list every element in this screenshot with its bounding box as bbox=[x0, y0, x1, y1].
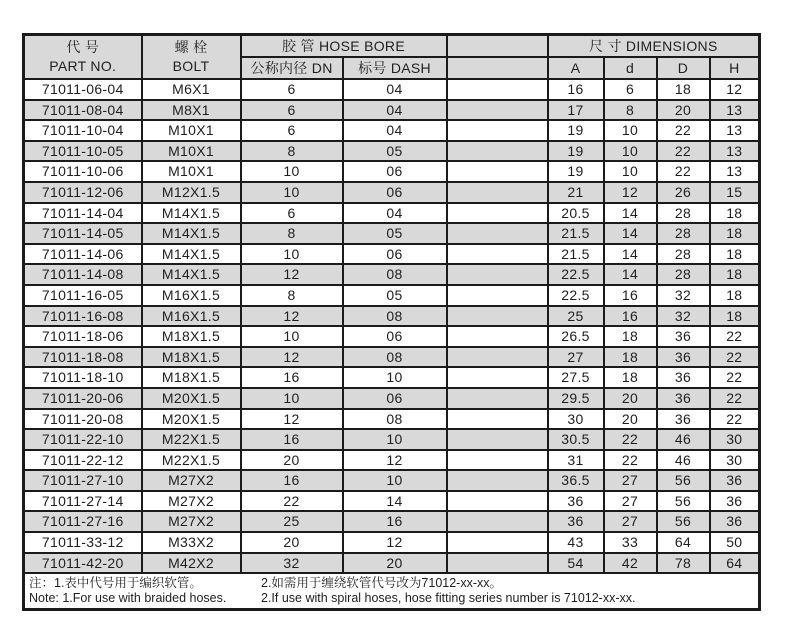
cell-dim-d-small: 18 bbox=[604, 326, 657, 347]
cell-dash: 05 bbox=[343, 285, 447, 306]
table-row bbox=[24, 120, 760, 141]
cell-part-no: 71011-10-06 bbox=[24, 161, 142, 182]
cell-dim-d-cap: 28 bbox=[657, 264, 710, 285]
cell-dn: 8 bbox=[241, 223, 343, 244]
cell-part-no: 71011-22-12 bbox=[24, 450, 142, 471]
cell-part-no: 71011-14-05 bbox=[24, 223, 142, 244]
header-bolt-cn: 螺 栓 bbox=[174, 39, 208, 55]
cell-dash: 12 bbox=[343, 450, 447, 471]
header-dim-d-cap: D bbox=[657, 57, 710, 79]
cell-dim-d-small: 27 bbox=[604, 491, 657, 512]
header-dim-d-small: d bbox=[604, 57, 657, 79]
cell-dim-d-small: 18 bbox=[604, 347, 657, 368]
cell-dim-d-cap: 46 bbox=[657, 429, 710, 450]
note-1-en: Note: 1.For use with braided hoses. bbox=[29, 591, 227, 605]
cell-dim-d-small: 27 bbox=[604, 511, 657, 532]
cell-dim-a: 21.5 bbox=[548, 223, 604, 244]
cell-dn: 6 bbox=[241, 79, 343, 100]
cell-dim-a: 20.5 bbox=[548, 203, 604, 224]
table-row bbox=[24, 470, 760, 491]
cell-dash: 06 bbox=[343, 388, 447, 409]
cell-dim-d-small: 18 bbox=[604, 367, 657, 388]
cell-part-no: 71011-27-10 bbox=[24, 470, 142, 491]
table-row bbox=[24, 264, 760, 285]
cell-part-no: 71011-14-06 bbox=[24, 244, 142, 265]
cell-image bbox=[447, 203, 548, 224]
cell-dn: 8 bbox=[241, 141, 343, 162]
table-row bbox=[24, 285, 760, 306]
cell-dim-d-small: 10 bbox=[604, 141, 657, 162]
cell-dim-d-small: 14 bbox=[604, 223, 657, 244]
cell-dim-d-cap: 78 bbox=[657, 553, 710, 574]
note-2-cn: 2.如需用于缠绕软管代号改为71012-xx-xx。 bbox=[261, 576, 503, 590]
cell-bolt: M18X1.5 bbox=[142, 326, 241, 347]
table-row bbox=[24, 182, 760, 203]
cell-dim-h: 18 bbox=[710, 264, 760, 285]
cell-dim-d-small: 14 bbox=[604, 264, 657, 285]
cell-image bbox=[447, 409, 548, 430]
cell-dim-d-small: 8 bbox=[604, 100, 657, 121]
cell-dn: 6 bbox=[241, 120, 343, 141]
cell-dash: 10 bbox=[343, 367, 447, 388]
cell-dash: 06 bbox=[343, 244, 447, 265]
cell-dim-a: 26.5 bbox=[548, 326, 604, 347]
table-row bbox=[24, 429, 760, 450]
cell-bolt: M10X1 bbox=[142, 120, 241, 141]
cell-part-no: 71011-12-06 bbox=[24, 182, 142, 203]
cell-dim-d-small: 33 bbox=[604, 532, 657, 553]
cell-dim-a: 30.5 bbox=[548, 429, 604, 450]
cell-dim-h: 18 bbox=[710, 223, 760, 244]
cell-dim-d-cap: 56 bbox=[657, 491, 710, 512]
table-row bbox=[24, 223, 760, 244]
cell-part-no: 71011-33-12 bbox=[24, 532, 142, 553]
header-dn: 公称内径 DN bbox=[241, 57, 343, 79]
table-row bbox=[24, 367, 760, 388]
cell-dn: 10 bbox=[241, 244, 343, 265]
cell-image bbox=[447, 470, 548, 491]
table-row bbox=[24, 409, 760, 430]
header-dim-a: A bbox=[548, 57, 604, 79]
cell-dim-d-cap: 22 bbox=[657, 161, 710, 182]
cell-image bbox=[447, 182, 548, 203]
cell-image bbox=[447, 326, 548, 347]
cell-dim-h: 22 bbox=[710, 388, 760, 409]
table-footer bbox=[24, 573, 760, 609]
cell-dim-a: 27 bbox=[548, 347, 604, 368]
note-2 bbox=[261, 576, 635, 606]
cell-image bbox=[447, 79, 548, 100]
cell-image bbox=[447, 367, 548, 388]
cell-bolt: M14X1.5 bbox=[142, 203, 241, 224]
cell-dim-h: 13 bbox=[710, 161, 760, 182]
cell-image bbox=[447, 100, 548, 121]
cell-image bbox=[447, 223, 548, 244]
table-row bbox=[24, 79, 760, 100]
cell-dim-a: 36.5 bbox=[548, 470, 604, 491]
cell-dn: 6 bbox=[241, 100, 343, 121]
cell-dim-h: 18 bbox=[710, 244, 760, 265]
cell-dim-d-small: 22 bbox=[604, 450, 657, 471]
cell-part-no: 71011-18-06 bbox=[24, 326, 142, 347]
cell-dn: 20 bbox=[241, 450, 343, 471]
cell-dn: 12 bbox=[241, 409, 343, 430]
cell-part-no: 71011-27-14 bbox=[24, 491, 142, 512]
cell-dn: 8 bbox=[241, 285, 343, 306]
cell-dim-d-small: 14 bbox=[604, 203, 657, 224]
cell-dim-a: 36 bbox=[548, 491, 604, 512]
table-header bbox=[24, 35, 760, 80]
cell-bolt: M18X1.5 bbox=[142, 347, 241, 368]
header-part-no-cn: 代 号 bbox=[66, 39, 100, 55]
cell-dn: 16 bbox=[241, 470, 343, 491]
cell-image bbox=[447, 244, 548, 265]
cell-dim-h: 22 bbox=[710, 367, 760, 388]
cell-bolt: M20X1.5 bbox=[142, 388, 241, 409]
cell-dim-a: 43 bbox=[548, 532, 604, 553]
cell-dim-h: 30 bbox=[710, 429, 760, 450]
table-row bbox=[24, 244, 760, 265]
hose-fitting-spec-table bbox=[22, 33, 761, 611]
table-row bbox=[24, 161, 760, 182]
cell-dim-h: 13 bbox=[710, 120, 760, 141]
cell-dash: 08 bbox=[343, 347, 447, 368]
cell-dim-h: 50 bbox=[710, 532, 760, 553]
cell-bolt: M8X1 bbox=[142, 100, 241, 121]
notes bbox=[25, 576, 758, 606]
cell-dim-h: 64 bbox=[710, 553, 760, 574]
table-body bbox=[24, 79, 760, 573]
cell-dim-h: 36 bbox=[710, 511, 760, 532]
table-row bbox=[24, 347, 760, 368]
cell-dim-a: 19 bbox=[548, 120, 604, 141]
cell-dash: 04 bbox=[343, 100, 447, 121]
header-dimensions: 尺 寸 DIMENSIONS bbox=[548, 35, 760, 58]
cell-dn: 10 bbox=[241, 326, 343, 347]
table-row bbox=[24, 100, 760, 121]
table-row bbox=[24, 532, 760, 553]
cell-dn: 16 bbox=[241, 367, 343, 388]
table-row bbox=[24, 203, 760, 224]
cell-part-no: 71011-18-08 bbox=[24, 347, 142, 368]
cell-dim-d-small: 20 bbox=[604, 388, 657, 409]
cell-dim-h: 22 bbox=[710, 409, 760, 430]
cell-dash: 04 bbox=[343, 203, 447, 224]
cell-bolt: M20X1.5 bbox=[142, 409, 241, 430]
cell-dn: 32 bbox=[241, 553, 343, 574]
cell-dn: 12 bbox=[241, 306, 343, 327]
cell-dim-a: 19 bbox=[548, 141, 604, 162]
cell-part-no: 71011-42-20 bbox=[24, 553, 142, 574]
cell-dim-h: 18 bbox=[710, 285, 760, 306]
cell-part-no: 71011-18-10 bbox=[24, 367, 142, 388]
cell-bolt: M22X1.5 bbox=[142, 450, 241, 471]
cell-dn: 10 bbox=[241, 182, 343, 203]
cell-dim-a: 54 bbox=[548, 553, 604, 574]
cell-dim-h: 36 bbox=[710, 491, 760, 512]
cell-dim-d-cap: 28 bbox=[657, 223, 710, 244]
header-row-1 bbox=[24, 35, 760, 58]
cell-dim-d-cap: 36 bbox=[657, 326, 710, 347]
cell-dim-h: 30 bbox=[710, 450, 760, 471]
cell-dim-a: 21 bbox=[548, 182, 604, 203]
note-2-en: 2.If use with spiral hoses, hose fitting series number is 71012-xx-xx. bbox=[261, 591, 636, 605]
header-bolt bbox=[142, 35, 241, 80]
header-hose-bore: 胶 管 HOSE BORE bbox=[241, 35, 447, 58]
table-row bbox=[24, 450, 760, 471]
cell-dim-d-small: 20 bbox=[604, 409, 657, 430]
cell-dn: 10 bbox=[241, 161, 343, 182]
cell-dim-h: 12 bbox=[710, 79, 760, 100]
cell-part-no: 71011-27-16 bbox=[24, 511, 142, 532]
cell-bolt: M16X1.5 bbox=[142, 306, 241, 327]
cell-bolt: M27X2 bbox=[142, 491, 241, 512]
header-image-column bbox=[447, 35, 548, 58]
cell-dim-d-cap: 26 bbox=[657, 182, 710, 203]
cell-bolt: M42X2 bbox=[142, 553, 241, 574]
cell-dn: 12 bbox=[241, 264, 343, 285]
cell-dim-h: 22 bbox=[710, 326, 760, 347]
cell-dn: 6 bbox=[241, 203, 343, 224]
cell-dim-d-small: 16 bbox=[604, 306, 657, 327]
cell-dash: 10 bbox=[343, 470, 447, 491]
cell-dim-d-cap: 32 bbox=[657, 285, 710, 306]
cell-dim-h: 22 bbox=[710, 347, 760, 368]
cell-dash: 08 bbox=[343, 306, 447, 327]
table-row bbox=[24, 306, 760, 327]
cell-dash: 04 bbox=[343, 120, 447, 141]
cell-part-no: 71011-16-05 bbox=[24, 285, 142, 306]
cell-bolt: M22X1.5 bbox=[142, 429, 241, 450]
cell-bolt: M27X2 bbox=[142, 511, 241, 532]
cell-dash: 14 bbox=[343, 491, 447, 512]
cell-dim-a: 27.5 bbox=[548, 367, 604, 388]
cell-part-no: 71011-10-05 bbox=[24, 141, 142, 162]
cell-bolt: M18X1.5 bbox=[142, 367, 241, 388]
cell-dash: 16 bbox=[343, 511, 447, 532]
cell-dn: 20 bbox=[241, 532, 343, 553]
cell-dim-a: 25 bbox=[548, 306, 604, 327]
cell-dim-d-cap: 36 bbox=[657, 388, 710, 409]
cell-part-no: 71011-20-08 bbox=[24, 409, 142, 430]
cell-dim-h: 36 bbox=[710, 470, 760, 491]
cell-part-no: 71011-20-06 bbox=[24, 388, 142, 409]
cell-image bbox=[447, 141, 548, 162]
cell-bolt: M6X1 bbox=[142, 79, 241, 100]
table-row bbox=[24, 388, 760, 409]
cell-dim-d-cap: 56 bbox=[657, 470, 710, 491]
table-row bbox=[24, 491, 760, 512]
cell-part-no: 71011-08-04 bbox=[24, 100, 142, 121]
cell-part-no: 71011-14-04 bbox=[24, 203, 142, 224]
table-row bbox=[24, 141, 760, 162]
cell-dim-d-small: 42 bbox=[604, 553, 657, 574]
cell-image bbox=[447, 120, 548, 141]
cell-dn: 12 bbox=[241, 347, 343, 368]
cell-dim-h: 18 bbox=[710, 306, 760, 327]
cell-dim-d-cap: 28 bbox=[657, 203, 710, 224]
cell-dim-d-cap: 22 bbox=[657, 120, 710, 141]
cell-dim-d-small: 22 bbox=[604, 429, 657, 450]
cell-dim-a: 22.5 bbox=[548, 264, 604, 285]
cell-dash: 12 bbox=[343, 532, 447, 553]
cell-dn: 25 bbox=[241, 511, 343, 532]
cell-image bbox=[447, 553, 548, 574]
cell-dim-a: 22.5 bbox=[548, 285, 604, 306]
cell-dim-h: 13 bbox=[710, 141, 760, 162]
cell-dim-d-cap: 18 bbox=[657, 79, 710, 100]
cell-image bbox=[447, 161, 548, 182]
cell-bolt: M14X1.5 bbox=[142, 264, 241, 285]
cell-dim-h: 18 bbox=[710, 203, 760, 224]
cell-dash: 06 bbox=[343, 161, 447, 182]
header-image-column-sub bbox=[447, 57, 548, 79]
cell-image bbox=[447, 264, 548, 285]
table-row bbox=[24, 553, 760, 574]
header-bolt-en: BOLT bbox=[172, 58, 210, 74]
cell-bolt: M14X1.5 bbox=[142, 244, 241, 265]
cell-dim-h: 13 bbox=[710, 100, 760, 121]
cell-dim-d-small: 6 bbox=[604, 79, 657, 100]
cell-dim-d-cap: 22 bbox=[657, 141, 710, 162]
cell-image bbox=[447, 285, 548, 306]
cell-dim-a: 19 bbox=[548, 161, 604, 182]
cell-part-no: 71011-10-04 bbox=[24, 120, 142, 141]
cell-part-no: 71011-16-08 bbox=[24, 306, 142, 327]
cell-dim-d-cap: 32 bbox=[657, 306, 710, 327]
cell-bolt: M14X1.5 bbox=[142, 223, 241, 244]
cell-image bbox=[447, 491, 548, 512]
cell-dn: 22 bbox=[241, 491, 343, 512]
cell-dash: 08 bbox=[343, 409, 447, 430]
cell-dash: 08 bbox=[343, 264, 447, 285]
cell-dim-d-cap: 56 bbox=[657, 511, 710, 532]
cell-part-no: 71011-22-10 bbox=[24, 429, 142, 450]
cell-bolt: M33X2 bbox=[142, 532, 241, 553]
cell-dim-a: 30 bbox=[548, 409, 604, 430]
cell-dim-d-cap: 20 bbox=[657, 100, 710, 121]
cell-dash: 04 bbox=[343, 79, 447, 100]
cell-dim-a: 16 bbox=[548, 79, 604, 100]
cell-dash: 10 bbox=[343, 429, 447, 450]
notes-cell bbox=[24, 573, 760, 609]
cell-bolt: M12X1.5 bbox=[142, 182, 241, 203]
cell-dim-a: 36 bbox=[548, 511, 604, 532]
cell-dim-d-small: 27 bbox=[604, 470, 657, 491]
cell-dim-d-small: 12 bbox=[604, 182, 657, 203]
header-part-no bbox=[24, 35, 142, 80]
cell-dim-d-small: 10 bbox=[604, 161, 657, 182]
cell-dim-a: 21.5 bbox=[548, 244, 604, 265]
cell-dash: 20 bbox=[343, 553, 447, 574]
cell-image bbox=[447, 532, 548, 553]
cell-image bbox=[447, 306, 548, 327]
notes-row bbox=[24, 573, 760, 609]
header-dim-h: H bbox=[710, 57, 760, 79]
cell-image bbox=[447, 347, 548, 368]
cell-bolt: M16X1.5 bbox=[142, 285, 241, 306]
cell-image bbox=[447, 511, 548, 532]
cell-bolt: M10X1 bbox=[142, 141, 241, 162]
cell-dim-d-cap: 28 bbox=[657, 244, 710, 265]
cell-dim-d-cap: 64 bbox=[657, 532, 710, 553]
cell-part-no: 71011-14-08 bbox=[24, 264, 142, 285]
cell-dim-d-small: 10 bbox=[604, 120, 657, 141]
note-1 bbox=[29, 576, 261, 606]
note-1-cn: 注：1.表中代号用于编织软管。 bbox=[29, 576, 202, 590]
cell-dash: 06 bbox=[343, 326, 447, 347]
cell-image bbox=[447, 388, 548, 409]
header-part-no-en: PART NO. bbox=[49, 58, 117, 74]
cell-bolt: M27X2 bbox=[142, 470, 241, 491]
cell-dim-d-cap: 36 bbox=[657, 367, 710, 388]
cell-image bbox=[447, 450, 548, 471]
cell-dim-d-small: 14 bbox=[604, 244, 657, 265]
table-row bbox=[24, 326, 760, 347]
cell-bolt: M10X1 bbox=[142, 161, 241, 182]
cell-dn: 16 bbox=[241, 429, 343, 450]
cell-dim-d-cap: 36 bbox=[657, 409, 710, 430]
table-row bbox=[24, 511, 760, 532]
cell-dim-h: 15 bbox=[710, 182, 760, 203]
cell-dim-d-cap: 46 bbox=[657, 450, 710, 471]
cell-dash: 05 bbox=[343, 223, 447, 244]
cell-dash: 06 bbox=[343, 182, 447, 203]
cell-image bbox=[447, 429, 548, 450]
cell-part-no: 71011-06-04 bbox=[24, 79, 142, 100]
cell-dim-a: 29.5 bbox=[548, 388, 604, 409]
cell-dn: 10 bbox=[241, 388, 343, 409]
cell-dim-a: 17 bbox=[548, 100, 604, 121]
cell-dim-a: 31 bbox=[548, 450, 604, 471]
cell-dim-d-small: 16 bbox=[604, 285, 657, 306]
cell-dash: 05 bbox=[343, 141, 447, 162]
cell-dim-d-cap: 36 bbox=[657, 347, 710, 368]
header-dash: 标号 DASH bbox=[343, 57, 447, 79]
